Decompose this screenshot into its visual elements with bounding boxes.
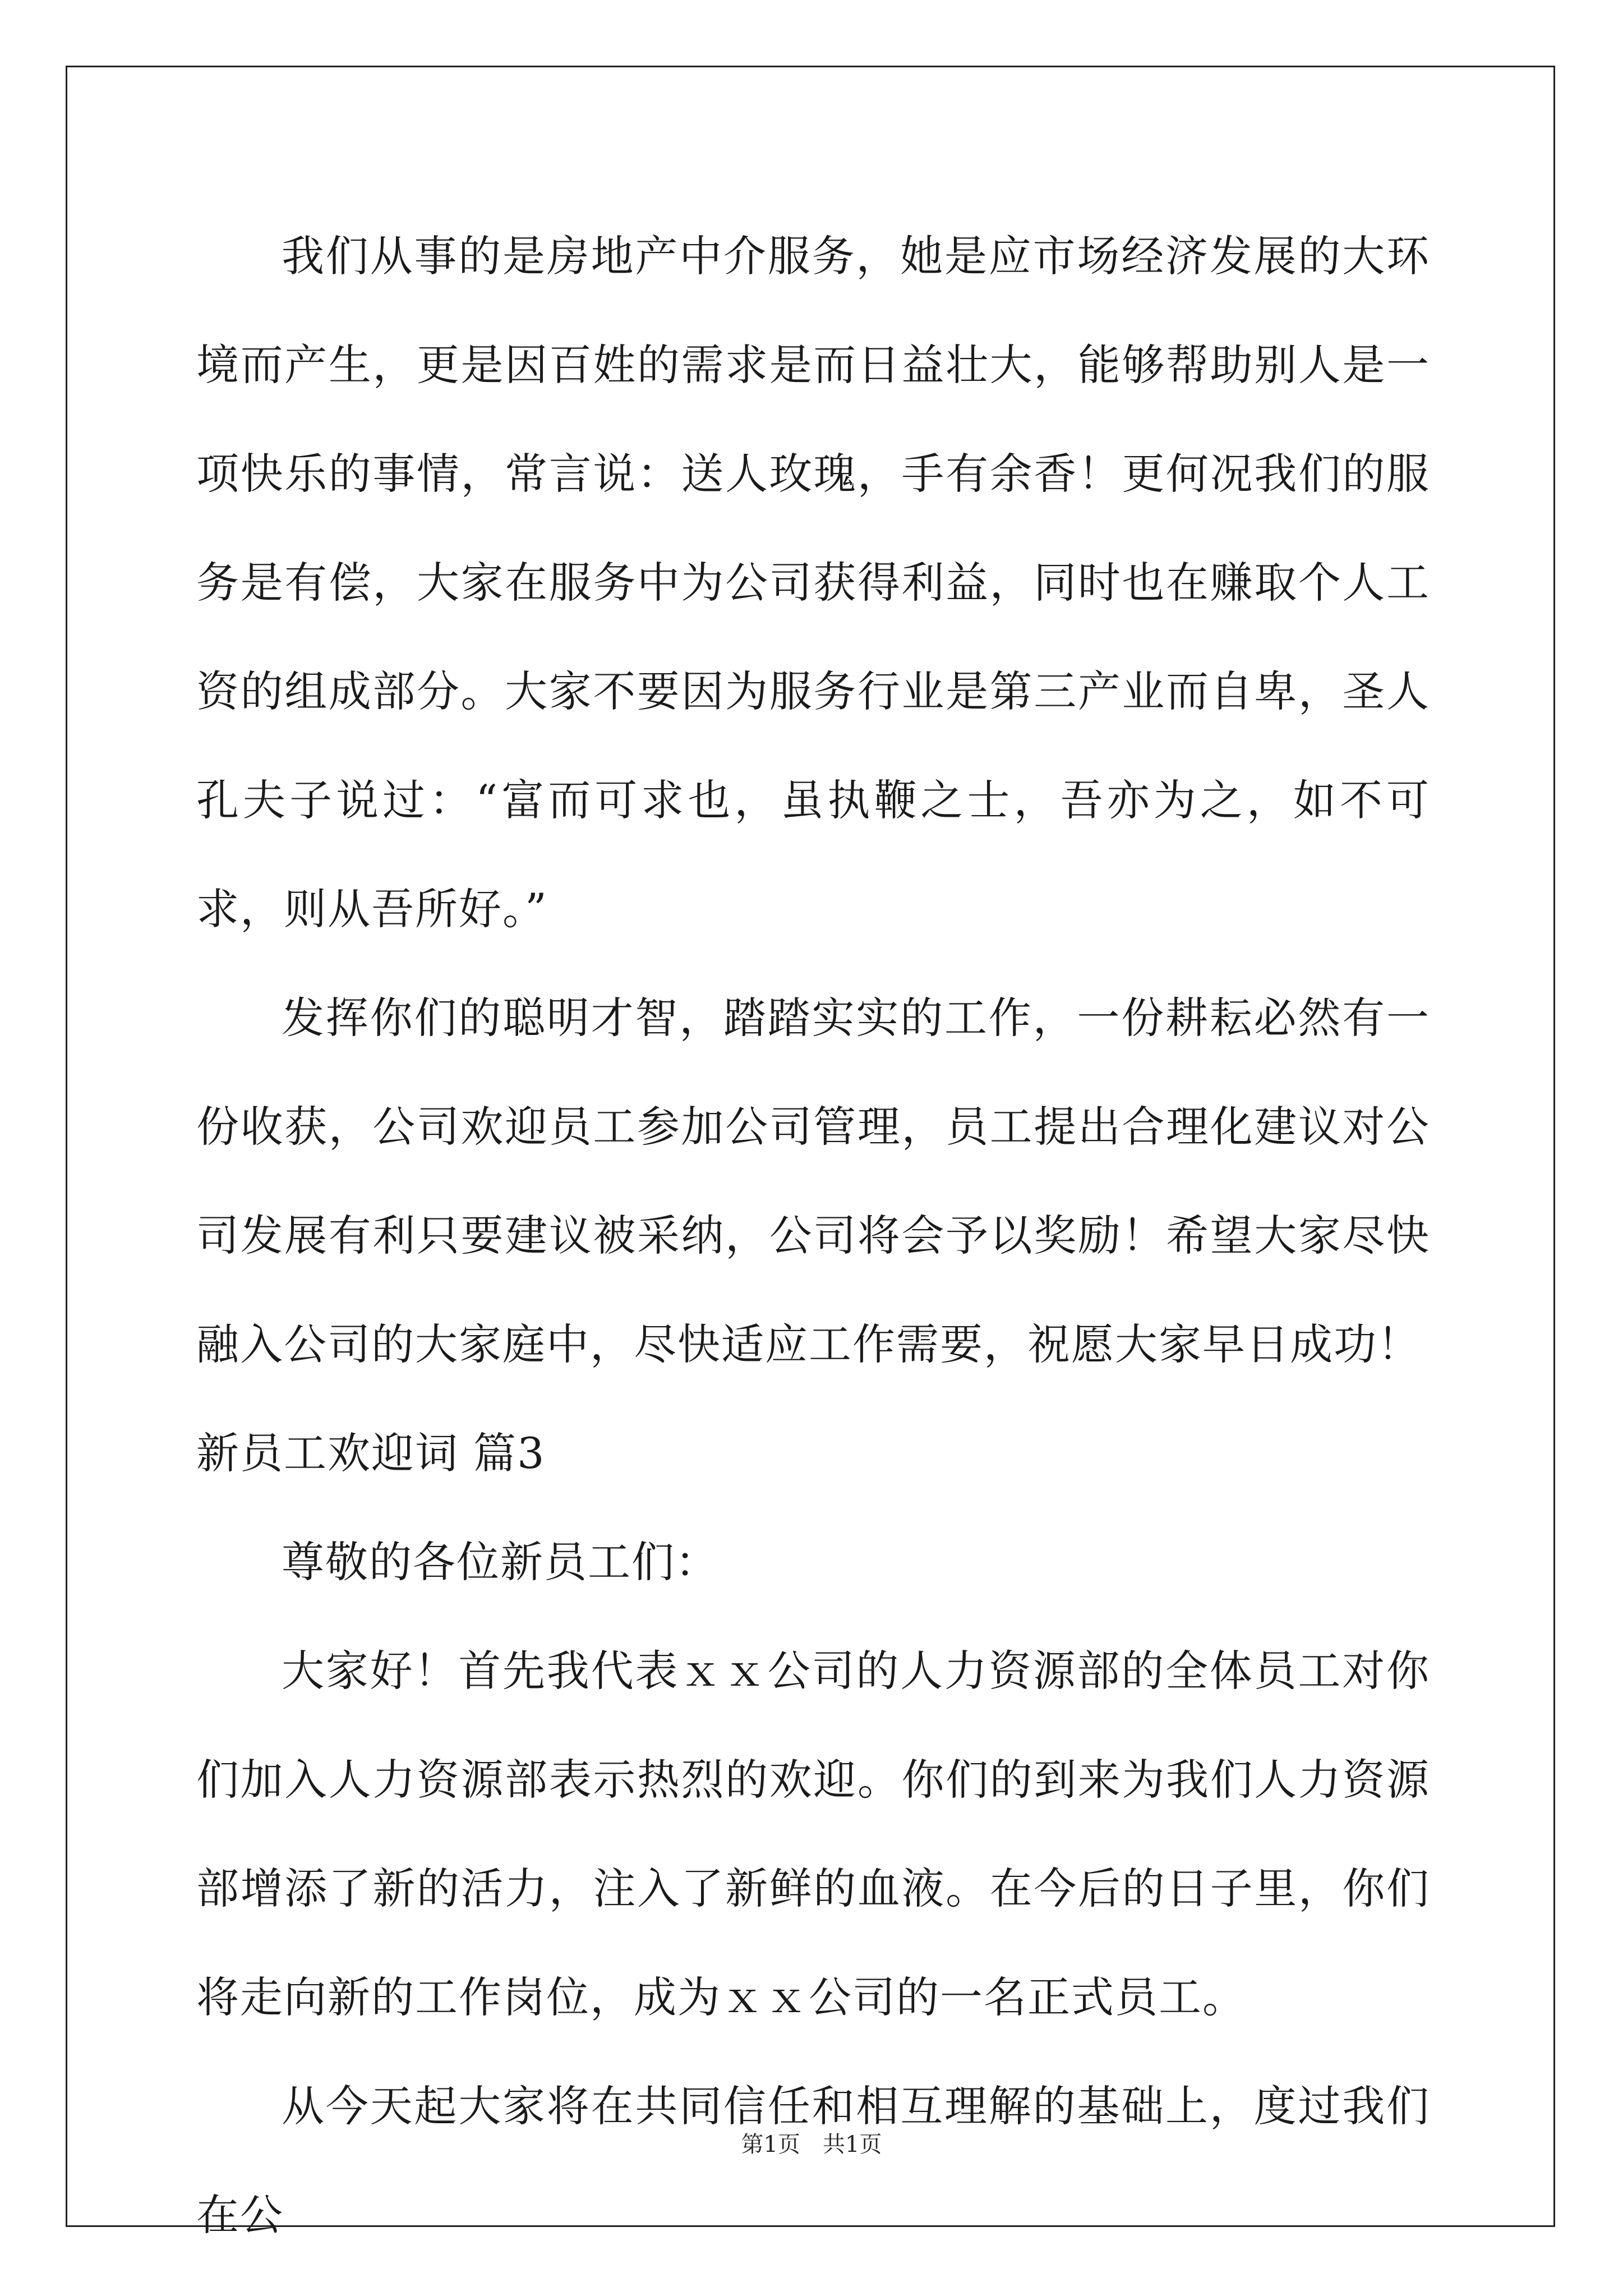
- page-footer: [0, 2131, 1623, 2159]
- page-total: 共1页: [823, 2132, 882, 2157]
- salutation: 尊敬的各位新员工们：: [282, 1537, 719, 1587]
- paragraph: 大家好！首先我代表ｘｘ公司的人力资源部的全体员工对你们加入人力资源部表示热烈的欢迎。你们的到来为我们人力资源部增添了新的活力，注入了新鲜的血液。在今后的日子里，你们将走向新的工作岗位，成为ｘｘ公司的一名正式员工。: [196, 1646, 1430, 2022]
- section-heading: 新员工欢迎词 篇3: [196, 1428, 546, 1478]
- page-number: 第1页: [741, 2132, 800, 2157]
- document-body: [196, 202, 1430, 2270]
- paragraph: 我们从事的是房地产中介服务，她是应市场经济发展的大环境而产生，更是因百姓的需求是而日益壮大，能够帮助别人是一项快乐的事情，常言说：送人玫瑰，手有余香！更何况我们的服务是有偿，大家在服务中为公司获得利益，同时也在赚取个人工资的组成部分。大家不要因为服务行业是第三产业而自卑，圣人孔夫子说过：“富而可求也，虽执鞭之士，吾亦为之，如不可求，则从吾所好。”: [196, 231, 1430, 934]
- paragraph: 从今天起大家将在共同信任和相互理解的基础上，度过我们在公: [196, 2081, 1430, 2240]
- paragraph: 发挥你们的聪明才智，踏踏实实的工作，一份耕耘必然有一份收获，公司欢迎员工参加公司管理，员工提出合理化建议对公司发展有利只要建议被采纳，公司将会予以奖励！希望大家尽快融入公司的大家庭中，尽快适应工作需要，祝愿大家早日成功！: [196, 993, 1430, 1369]
